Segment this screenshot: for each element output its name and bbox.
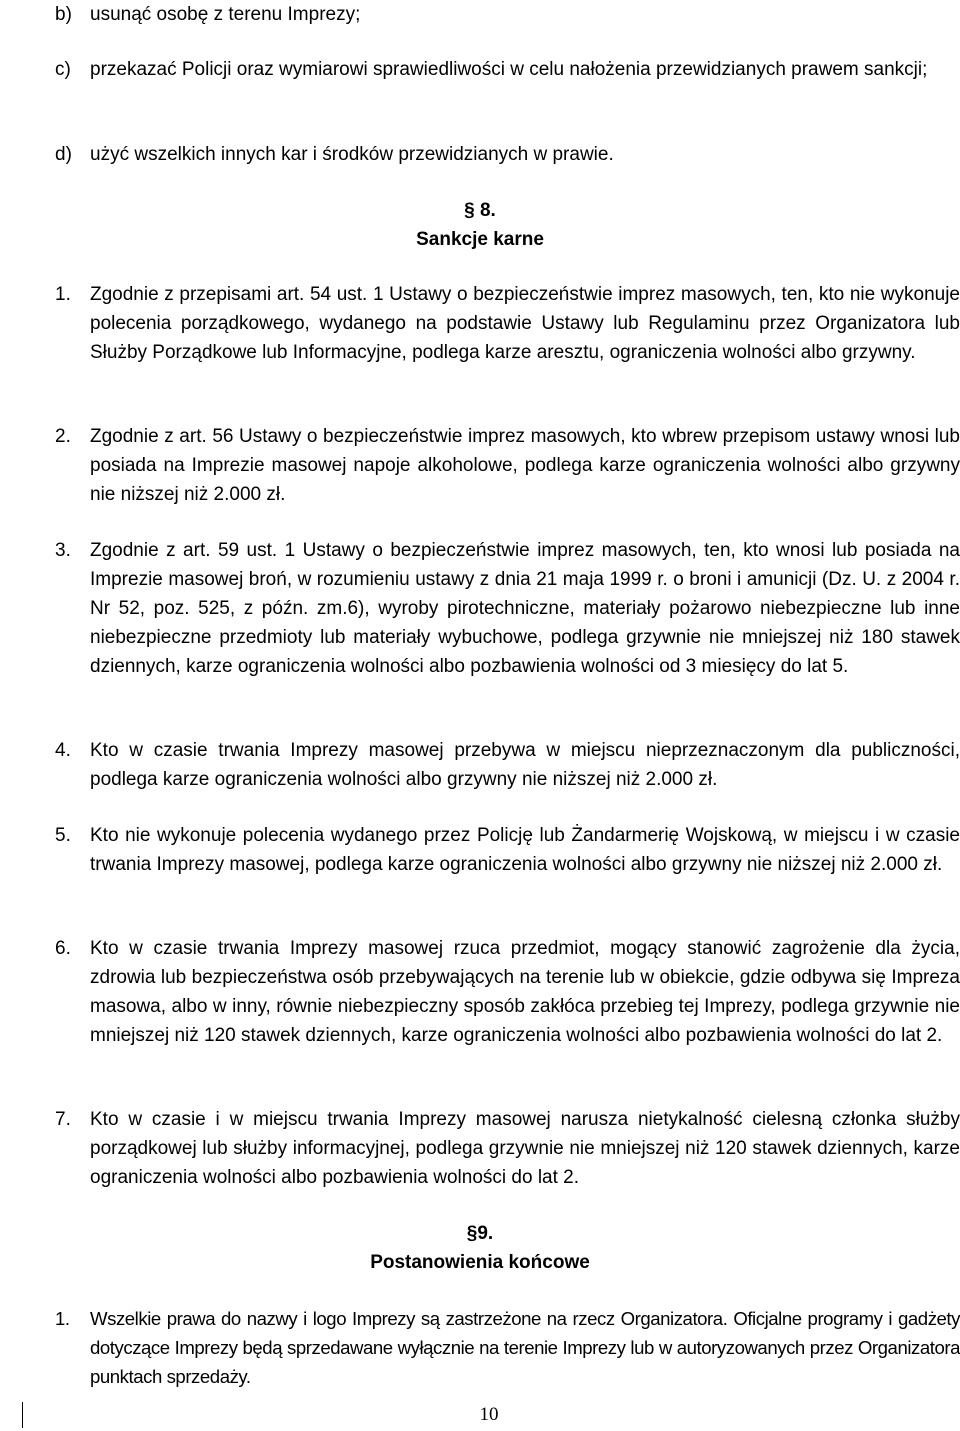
list-label: 6.	[55, 938, 71, 959]
list-text: Kto w czasie trwania Imprezy masowej przebywa w miejscu nieprzeznaczonym dla publiczności, podlega karze ograniczenia wolności albo grzywny nie niższej niż 2.000 zł.	[90, 740, 960, 790]
list-label: 1.	[55, 284, 71, 305]
section-8-number: § 8.	[464, 200, 496, 221]
section-8-item-2	[55, 422, 960, 509]
list-item-d	[55, 140, 960, 169]
list-label: 2.	[55, 426, 71, 447]
section-9-item-1	[55, 1304, 960, 1391]
list-item-c	[55, 55, 960, 84]
list-text: Wszelkie prawa do nazwy i logo Imprezy są zastrzeżone na rzecz Organizatora. Oficjalne programy i gadżety dotyczące Imprezy będą sprzedawane wyłącznie na terenie Imprezy lub w autoryzowanych przez Organizatora punktach sprzedaży.	[90, 1308, 960, 1387]
list-text: Kto w czasie trwania Imprezy masowej rzuca przedmiot, mogący stanowić zagrożenie dla życia, zdrowia lub bezpieczeństwa osób przebywających na terenie lub w obiekcie, gdzie odbywa się Impreza masowa, albo w inny, równie niebezpieczny sposób zakłóca przebieg tej Imprezy, podlega grzywnie nie mniejszej niż 120 stawek dziennych, karze ograniczenia wolności albo pozbawienia wolności do lat 2.	[90, 938, 960, 1046]
list-text: Kto nie wykonuje polecenia wydanego przez Policję lub Żandarmerię Wojskową, w miejscu i w czasie trwania Imprezy masowej, podlega karze ograniczenia wolności albo grzywny nie niższej niż 2.000 zł.	[90, 825, 960, 875]
list-text: Zgodnie z przepisami art. 54 ust. 1 Ustawy o bezpieczeństwie imprez masowych, ten, kto nie wykonuje polecenia porządkowego, wydanego na podstawie Ustawy lub Regulaminu przez Organizatora lub Służby Porządkowe lub Informacyjne, podlega karze aresztu, ograniczenia wolności albo grzywny.	[90, 284, 960, 363]
section-8-title: Sankcje karne	[416, 229, 544, 250]
section-8-item-5	[55, 821, 960, 879]
section-8-item-1	[55, 280, 960, 367]
section-9-title: Postanowienia końcowe	[370, 1252, 590, 1273]
list-text: Zgodnie z art. 56 Ustawy o bezpieczeństwie imprez masowych, kto wbrew przepisom ustawy wnosi lub posiada na Imprezie masowej napoje alkoholowe, podlega karze ograniczenia wolności albo grzywny nie niższej niż 2.000 zł.	[90, 426, 960, 505]
list-label: 5.	[55, 825, 71, 846]
list-item-b	[55, 0, 960, 29]
section-8-item-4	[55, 736, 960, 794]
list-label: 4.	[55, 740, 71, 761]
list-label: b)	[55, 4, 72, 25]
list-text: użyć wszelkich innych kar i środków przewidzianych w prawie.	[90, 144, 614, 165]
section-8-item-6	[55, 934, 960, 1050]
page-number: 10	[479, 1404, 499, 1425]
list-text: Kto w czasie i w miejscu trwania Imprezy masowej narusza nietykalność cielesną członka służby porządkowej lub służby informacyjnej, podlega grzywnie nie mniejszej niż 120 stawek dziennych, karze ograniczenia wolności albo pozbawienia wolności do lat 2.	[90, 1109, 960, 1188]
list-text: przekazać Policji oraz wymiarowi sprawiedliwości w celu nałożenia przewidzianych prawem sankcji;	[90, 59, 928, 80]
list-text: Zgodnie z art. 59 ust. 1 Ustawy o bezpieczeństwie imprez masowych, ten, kto wnosi lub posiada na Imprezie masowej broń, w rozumieniu ustawy z dnia 21 maja 1999 r. o broni i amunicji (Dz. U. z 2004 r. Nr 52, poz. 525, z późn. zm.6), wyroby pirotechniczne, materiały pożarowo niebezpieczne lub inne niebezpieczne przedmioty lub materiały wybuchowe, podlega grzywnie nie mniejszej niż 180 stawek dziennych, karze ograniczenia wolności albo pozbawienia wolności od 3 miesięcy do lat 5.	[90, 540, 960, 677]
list-label: 1.	[55, 1308, 70, 1329]
section-9-number: §9.	[466, 1223, 494, 1244]
section-8-item-7	[55, 1105, 960, 1192]
list-label: 7.	[55, 1109, 71, 1130]
section-8-item-3	[55, 536, 960, 681]
list-text: usunąć osobę z terenu Imprezy;	[90, 4, 361, 25]
list-label: 3.	[55, 540, 71, 561]
list-label: c)	[55, 59, 71, 80]
list-label: d)	[55, 144, 72, 165]
